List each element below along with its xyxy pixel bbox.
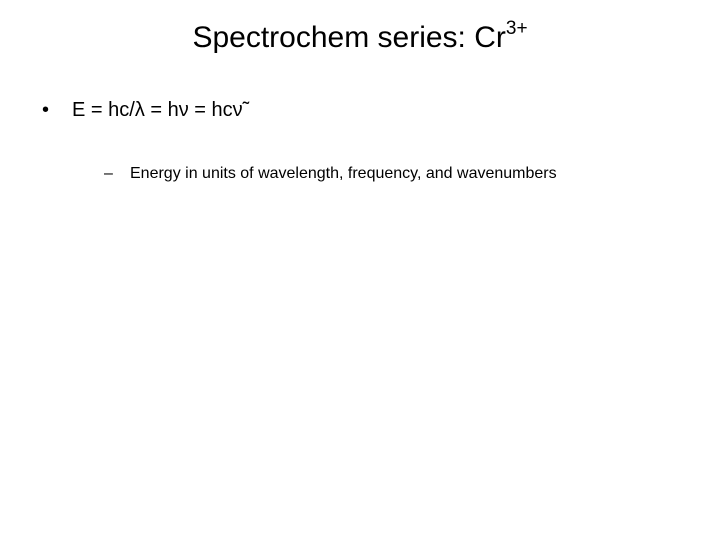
slide-title-text: Spectrochem series: Cr (192, 21, 506, 54)
slide-title (0, 18, 720, 58)
sub-bullet-marker: – (104, 165, 113, 182)
sub-bullet-item (104, 162, 557, 186)
bullet-item (42, 96, 243, 124)
slide-title-superscript: 3+ (505, 18, 528, 39)
sub-bullet-text: Energy in units of wavelength, frequency, and wavenumbers (130, 165, 557, 182)
bullet-marker: • (42, 99, 50, 121)
bullet-text: E = hc/λ = hν = hcν̃ (72, 99, 243, 121)
